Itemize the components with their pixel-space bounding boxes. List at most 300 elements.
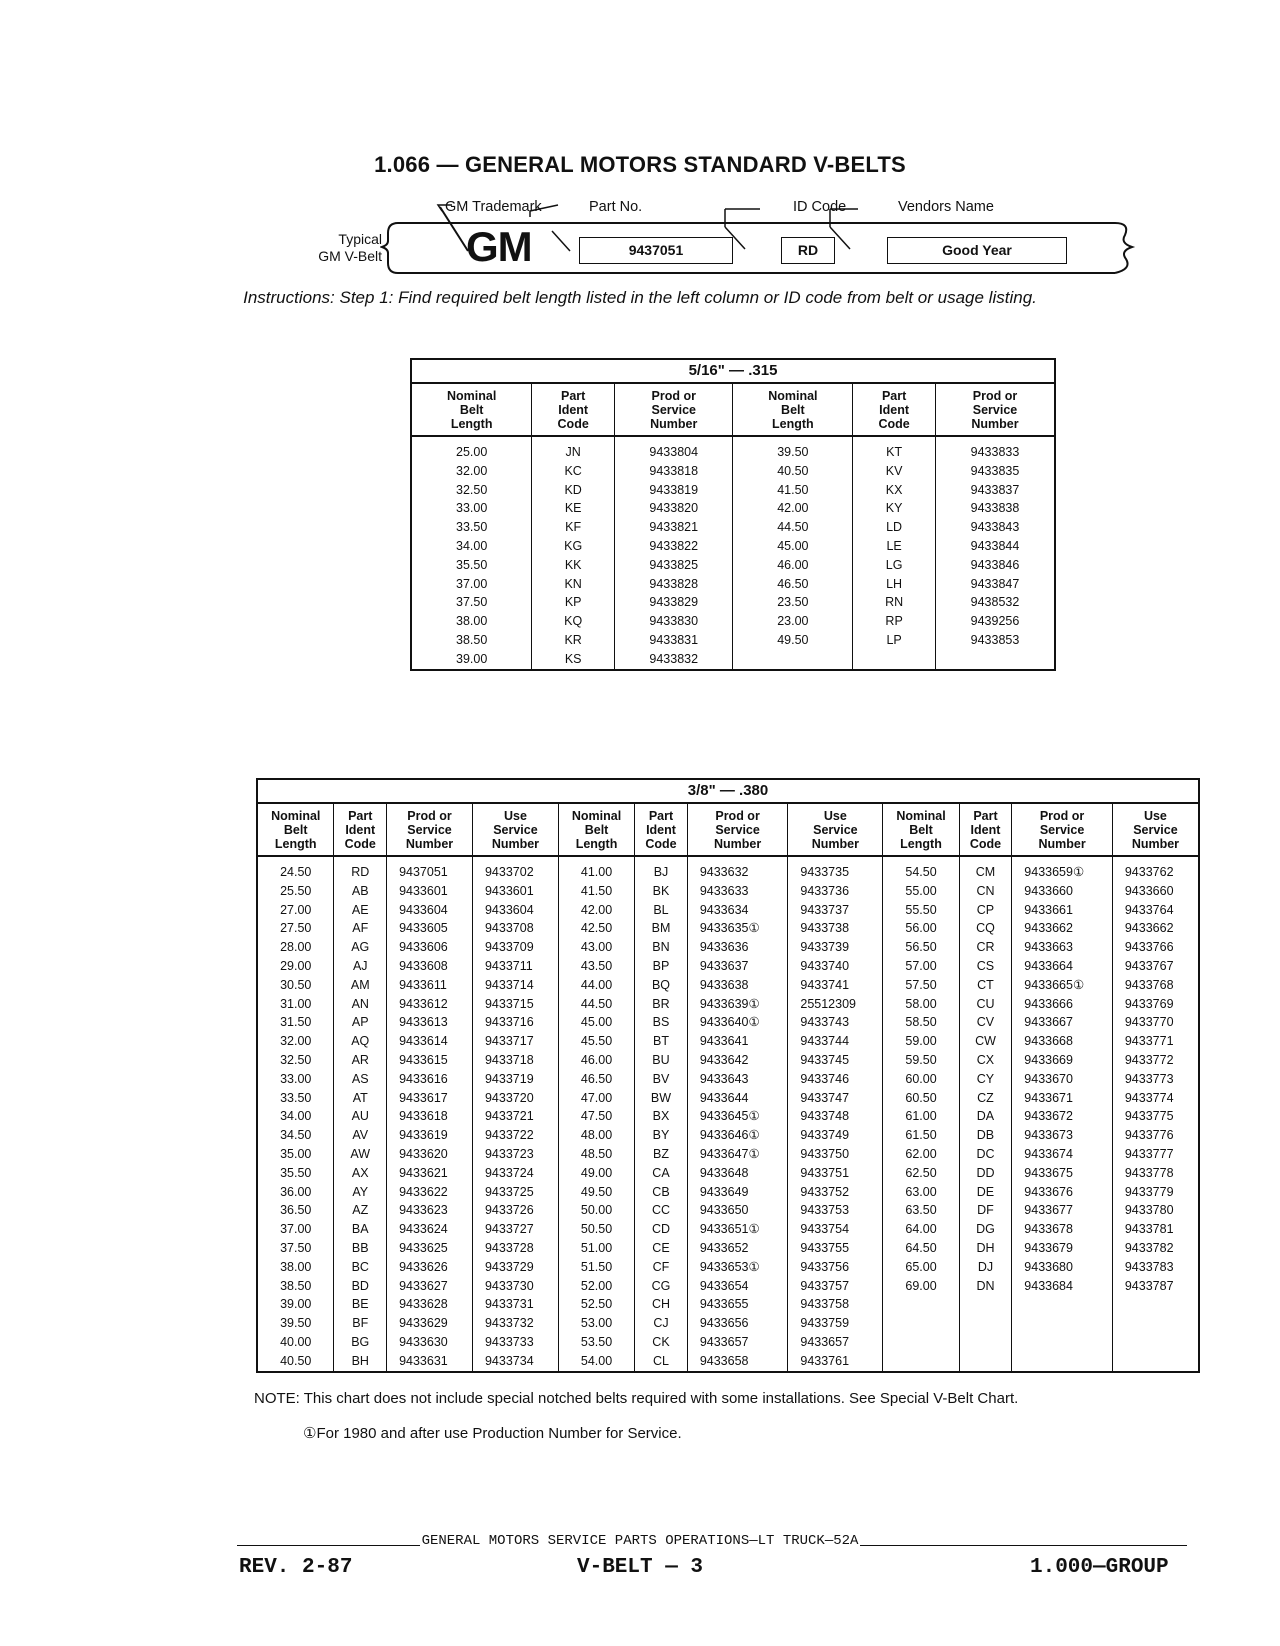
- table-cell: 9433735: [788, 856, 883, 882]
- table-cell: 9433601: [472, 882, 558, 901]
- table-cell: 62.00: [883, 1145, 959, 1164]
- column-header-line: Nominal: [571, 809, 622, 823]
- column-header-line: Length: [274, 837, 317, 851]
- table-row: [257, 1013, 1199, 1032]
- table-cell: 9433753: [788, 1201, 883, 1220]
- table-cell: BY: [635, 1126, 688, 1145]
- table-cell: 9433660: [1124, 883, 1174, 898]
- table-cell: 9433679: [1012, 1239, 1113, 1258]
- table-cell: 9437051: [387, 856, 473, 882]
- table-cell: 37.50: [411, 593, 532, 612]
- column-header-line: Service: [493, 823, 538, 837]
- table-row: [411, 537, 1055, 556]
- table-cell: 25.00: [411, 436, 532, 462]
- table-cell: CU: [959, 995, 1012, 1014]
- column-header: [615, 383, 733, 436]
- table-row: [257, 1032, 1199, 1051]
- table-5-16-belts: [410, 358, 1056, 671]
- table-cell: 23.00: [733, 612, 853, 631]
- table-cell: AU: [334, 1107, 387, 1126]
- table-cell: AQ: [334, 1032, 387, 1051]
- table-cell: 9433668: [1012, 1032, 1113, 1051]
- table-cell: 46.50: [733, 575, 853, 594]
- column-header: [853, 383, 936, 436]
- table-cell: 9433731: [472, 1295, 558, 1314]
- table-cell: [883, 1352, 959, 1372]
- table-cell: BU: [635, 1051, 688, 1070]
- footer-revision: REV. 2-87: [239, 1556, 353, 1579]
- table-cell: AS: [334, 1070, 387, 1089]
- table-cell: 9433771: [1124, 1034, 1174, 1049]
- table-cell: 45.00: [558, 1013, 634, 1032]
- table-cell: 9433838: [970, 501, 1020, 516]
- table-cell: 52.50: [558, 1295, 634, 1314]
- table-cell: 38.50: [411, 631, 532, 650]
- table-row: [411, 481, 1055, 500]
- table-cell: 9433606: [387, 938, 473, 957]
- column-header-line: Use: [1143, 809, 1167, 823]
- column-header-line: Length: [772, 417, 814, 431]
- table-cell: 9433719: [472, 1070, 558, 1089]
- table-cell: JN: [532, 436, 615, 462]
- table-row: [411, 631, 1055, 650]
- table-cell: 60.00: [883, 1070, 959, 1089]
- table-cell: CG: [635, 1277, 688, 1296]
- table-cell: 9433747: [788, 1089, 883, 1108]
- table-cell: 61.00: [883, 1107, 959, 1126]
- table-cell: 9433669: [1012, 1051, 1113, 1070]
- table-row: [411, 518, 1055, 537]
- table-row: [257, 901, 1199, 920]
- table-cell: 34.00: [411, 537, 532, 556]
- table-row: [257, 1051, 1199, 1070]
- table-cell: 9433833: [970, 445, 1020, 459]
- table-cell: KF: [532, 518, 615, 537]
- table-cell: 9433640①: [687, 1013, 788, 1032]
- column-header-line: Part: [648, 809, 674, 823]
- table-cell: 9433769: [1124, 996, 1174, 1011]
- table-cell: 9433660: [1012, 882, 1113, 901]
- note: NOTE: This chart does not include special notched belts required with some installations. See Special V-Belt Chart.: [254, 1390, 1019, 1407]
- table-cell: 9433615: [387, 1051, 473, 1070]
- table-cell: 9433630: [387, 1333, 473, 1352]
- table-cell: 9433667: [1012, 1013, 1113, 1032]
- table-cell: 9433762: [1124, 865, 1174, 879]
- table-cell: 9433634: [687, 901, 788, 920]
- table-cell: 9433779: [1124, 1184, 1174, 1199]
- column-header-line: Service: [1039, 823, 1085, 837]
- table-cell: 9433778: [1124, 1165, 1174, 1180]
- table-row: [411, 462, 1055, 481]
- table-cell: BR: [635, 995, 688, 1014]
- table-cell: 46.00: [733, 556, 853, 575]
- table-cell: 9433665①: [1012, 976, 1113, 995]
- table-cell: 48.00: [558, 1126, 634, 1145]
- column-header-line: Part: [881, 389, 907, 403]
- column-header-line: Service: [651, 403, 696, 417]
- table-cell: AT: [334, 1089, 387, 1108]
- table-cell: 9433619: [387, 1126, 473, 1145]
- instructions: Instructions: Step 1: Find required belt length listed in the left column or ID code from belt or usage listing.: [243, 288, 1037, 307]
- table-cell: 9433766: [1124, 940, 1174, 955]
- table-cell: 35.50: [411, 556, 532, 575]
- column-header-line: Belt: [584, 823, 609, 837]
- table-cell: 9433718: [472, 1051, 558, 1070]
- table-cell: 9433723: [472, 1145, 558, 1164]
- table-cell: DJ: [959, 1258, 1012, 1277]
- table-cell: 29.00: [257, 957, 334, 976]
- table-cell: 32.00: [257, 1032, 334, 1051]
- table-cell: 32.50: [257, 1051, 334, 1070]
- table-cell: 9433804: [615, 436, 733, 462]
- table-cell: CR: [959, 938, 1012, 957]
- table-cell: 51.50: [558, 1258, 634, 1277]
- column-header-line: Number: [491, 837, 540, 851]
- table-cell: KD: [532, 481, 615, 500]
- table-cell: BK: [635, 882, 688, 901]
- column-header: [334, 803, 387, 856]
- table-cell: BW: [635, 1089, 688, 1108]
- table-cell: 36.50: [257, 1201, 334, 1220]
- table-cell: 62.50: [883, 1164, 959, 1183]
- table-cell: 9433756: [788, 1258, 883, 1277]
- footer-operations-text: GENERAL MOTORS SERVICE PARTS OPERATIONS—LT TRUCK—52A: [421, 1533, 859, 1549]
- table-cell: 9433733: [472, 1333, 558, 1352]
- table-cell: AJ: [334, 957, 387, 976]
- table-cell: 40.50: [257, 1352, 334, 1372]
- table-cell: 46.00: [558, 1051, 634, 1070]
- table-cell: 9433716: [472, 1013, 558, 1032]
- table-cell: DC: [959, 1145, 1012, 1164]
- table-cell: 9433661: [1012, 901, 1113, 920]
- table-cell: [1012, 1352, 1113, 1372]
- table-cell: BB: [334, 1239, 387, 1258]
- table-cell: KQ: [532, 612, 615, 631]
- table-row: [257, 856, 1199, 882]
- footer-page: V-BELT — 3: [576, 1556, 704, 1579]
- table-cell: 9433746: [788, 1070, 883, 1089]
- table-cell: 9433821: [615, 518, 733, 537]
- table-cell: 59.50: [883, 1051, 959, 1070]
- gm-logo: GM: [466, 223, 532, 270]
- table-cell: 9433677: [1012, 1201, 1113, 1220]
- table-cell: 9433739: [788, 938, 883, 957]
- table-row: [411, 436, 1055, 462]
- table-cell: 9433627: [387, 1277, 473, 1296]
- table-cell: AE: [334, 901, 387, 920]
- table-cell: 43.00: [558, 938, 634, 957]
- table-cell: CQ: [959, 919, 1012, 938]
- table-cell: 9433633: [687, 882, 788, 901]
- table-cell: 34.00: [257, 1107, 334, 1126]
- table-cell: 45.50: [558, 1032, 634, 1051]
- table-cell: [883, 1295, 959, 1314]
- table-cell: 42.00: [733, 499, 853, 518]
- table-cell: 9433659①: [1012, 856, 1113, 882]
- table-cell: 9433736: [788, 882, 883, 901]
- table-cell: 25512309: [788, 995, 883, 1014]
- table-cell: 9433748: [788, 1107, 883, 1126]
- table-cell: 9433759: [788, 1314, 883, 1333]
- table-cell: CB: [635, 1183, 688, 1202]
- table-cell: AB: [334, 882, 387, 901]
- table-cell: 49.50: [558, 1183, 634, 1202]
- table-cell: 55.00: [883, 882, 959, 901]
- table-cell: 9433664: [1012, 957, 1113, 976]
- callout-part-no: Part No.: [589, 199, 643, 215]
- table-cell: 9433680: [1012, 1258, 1113, 1277]
- table-cell: 44.00: [558, 976, 634, 995]
- part-no-box: 9437051: [579, 237, 733, 264]
- footer-operations-line: [0, 1533, 1280, 1549]
- table-cell: 52.00: [558, 1277, 634, 1296]
- table-cell: 9433674: [1012, 1145, 1113, 1164]
- table-row: [257, 919, 1199, 938]
- table-cell: 9433651①: [687, 1220, 788, 1239]
- table-cell: 9433604: [387, 901, 473, 920]
- table-cell: 45.00: [733, 537, 853, 556]
- column-header: [635, 803, 688, 856]
- table-row: [257, 1333, 1199, 1352]
- table-cell: 9433853: [970, 632, 1020, 647]
- table-cell: 39.50: [257, 1314, 334, 1333]
- table-cell: 39.00: [257, 1295, 334, 1314]
- table-cell: [1112, 1314, 1199, 1333]
- table-cell: BJ: [635, 856, 688, 882]
- table-cell: AF: [334, 919, 387, 938]
- column-header-line: Code: [969, 837, 1002, 851]
- table-cell: 9433658: [687, 1352, 788, 1372]
- column-header-line: Code: [878, 417, 910, 431]
- table-row: [257, 1164, 1199, 1183]
- table-cell: 9433758: [788, 1295, 883, 1314]
- table-5-16-size-header: [411, 359, 1055, 383]
- table-cell: CZ: [959, 1089, 1012, 1108]
- table-row: [257, 1239, 1199, 1258]
- table-cell: 32.00: [411, 462, 532, 481]
- table-cell: 9433624: [387, 1220, 473, 1239]
- table-cell: [733, 650, 853, 670]
- table-cell: 9433774: [1124, 1090, 1174, 1105]
- table-row: [411, 650, 1055, 670]
- column-header-line: Service: [972, 403, 1018, 417]
- column-header-line: Prod or: [1039, 809, 1085, 823]
- table-cell: 9433709: [472, 938, 558, 957]
- table-cell: 59.00: [883, 1032, 959, 1051]
- table-cell: 40.50: [733, 462, 853, 481]
- table-row: [257, 1126, 1199, 1145]
- table-cell: BF: [334, 1314, 387, 1333]
- table-cell: 9433717: [472, 1032, 558, 1051]
- column-header-line: Part: [348, 809, 373, 823]
- column-header: [935, 383, 1055, 436]
- table-cell: DF: [959, 1201, 1012, 1220]
- table-cell: 9433737: [788, 901, 883, 920]
- table-row: [257, 1107, 1199, 1126]
- table-3-8-size-header: [257, 779, 1199, 803]
- table-cell: 9433764: [1124, 902, 1174, 917]
- table-cell: 9433613: [387, 1013, 473, 1032]
- table-cell: 9433782: [1124, 1240, 1174, 1255]
- table-cell: 9433819: [615, 481, 733, 500]
- size-decimal: — .380: [719, 782, 769, 799]
- column-header: [411, 383, 532, 436]
- table-cell: 35.00: [257, 1145, 334, 1164]
- table-cell: AN: [334, 995, 387, 1014]
- table-cell: KX: [853, 481, 936, 500]
- column-header-line: Belt: [283, 823, 308, 837]
- id-code-box: RD: [781, 237, 835, 264]
- table-cell: KR: [532, 631, 615, 650]
- column-header: [257, 803, 334, 856]
- callout-gm-trademark: GM Trademark: [445, 199, 542, 215]
- table-cell: 9433678: [1012, 1220, 1113, 1239]
- table-cell: 9433732: [472, 1314, 558, 1333]
- table-row: [257, 995, 1199, 1014]
- table-cell: 9433637: [687, 957, 788, 976]
- table-cell: [959, 1314, 1012, 1333]
- table-cell: 28.00: [257, 938, 334, 957]
- table-row: [257, 1258, 1199, 1277]
- table-cell: 9433657: [687, 1333, 788, 1352]
- footer-group: 1.000—GROUP: [1030, 1556, 1169, 1579]
- table-cell: 9433616: [387, 1070, 473, 1089]
- table-cell: 47.00: [558, 1089, 634, 1108]
- column-header-line: Number: [971, 417, 1019, 431]
- table-cell: 63.00: [883, 1183, 959, 1202]
- size-fraction: 3/8": [687, 782, 716, 799]
- table-cell: LP: [853, 631, 936, 650]
- table-cell: 36.00: [257, 1183, 334, 1202]
- table-cell: RD: [334, 856, 387, 882]
- table-cell: 33.50: [257, 1089, 334, 1108]
- table-cell: 9433750: [788, 1145, 883, 1164]
- table-cell: 37.00: [257, 1220, 334, 1239]
- table-cell: 9433726: [472, 1201, 558, 1220]
- table-cell: KK: [532, 556, 615, 575]
- table-cell: 58.50: [883, 1013, 959, 1032]
- table-cell: 9433768: [1124, 977, 1174, 992]
- table-cell: 9433835: [970, 463, 1020, 478]
- table-cell: BV: [635, 1070, 688, 1089]
- table-cell: 30.50: [257, 976, 334, 995]
- column-header: [687, 803, 788, 856]
- table-cell: 24.50: [257, 856, 334, 882]
- table-cell: 41.50: [733, 481, 853, 500]
- column-header: [959, 803, 1012, 856]
- table-cell: 9433649: [687, 1183, 788, 1202]
- table-cell: 53.50: [558, 1333, 634, 1352]
- table-cell: 9433820: [615, 499, 733, 518]
- column-header-line: Use: [503, 809, 527, 823]
- table-cell: 47.50: [558, 1107, 634, 1126]
- table-cell: 32.50: [411, 481, 532, 500]
- table-cell: CP: [959, 901, 1012, 920]
- table-cell: 31.00: [257, 995, 334, 1014]
- table-cell: 56.50: [883, 938, 959, 957]
- column-header: [883, 803, 959, 856]
- table-cell: [1112, 1295, 1199, 1314]
- table-cell: BP: [635, 957, 688, 976]
- table-cell: 46.50: [558, 1070, 634, 1089]
- table-cell: CN: [959, 882, 1012, 901]
- page-title: 1.066 — GENERAL MOTORS STANDARD V-BELTS: [374, 152, 906, 177]
- table-cell: 9433830: [615, 612, 733, 631]
- table-cell: AM: [334, 976, 387, 995]
- typical-label-line1: Typical: [338, 231, 382, 247]
- table-cell: 9433632: [687, 856, 788, 882]
- table-cell: 65.00: [883, 1258, 959, 1277]
- column-header-line: Belt: [909, 823, 933, 837]
- table-cell: CF: [635, 1258, 688, 1277]
- table-cell: 9433752: [788, 1183, 883, 1202]
- table-cell: KP: [532, 593, 615, 612]
- table-cell: 9433755: [788, 1239, 883, 1258]
- table-row: [411, 499, 1055, 518]
- table-row: [411, 612, 1055, 631]
- table-cell: 9439256: [970, 614, 1020, 629]
- table-cell: AX: [334, 1164, 387, 1183]
- table-cell: 60.50: [883, 1089, 959, 1108]
- table-row: [257, 1295, 1199, 1314]
- table-cell: DN: [959, 1277, 1012, 1296]
- column-header-line: Length: [900, 837, 942, 851]
- table-cell: BL: [635, 901, 688, 920]
- table-cell: [1112, 1352, 1199, 1372]
- table-cell: 40.00: [257, 1333, 334, 1352]
- table-cell: 9433714: [472, 976, 558, 995]
- table-3-8-belts: [256, 778, 1200, 1373]
- table-cell: BG: [334, 1333, 387, 1352]
- table-cell: 9433671: [1012, 1089, 1113, 1108]
- column-header-line: Service: [1133, 823, 1178, 837]
- table-cell: KC: [532, 462, 615, 481]
- table-cell: BA: [334, 1220, 387, 1239]
- table-cell: 9433623: [387, 1201, 473, 1220]
- table-cell: 9433673: [1012, 1126, 1113, 1145]
- table-cell: 9433818: [615, 462, 733, 481]
- table-cell: 9433639①: [687, 995, 788, 1014]
- table-cell: 9433730: [472, 1277, 558, 1296]
- column-header-line: Belt: [781, 403, 805, 417]
- table-cell: 39.00: [411, 650, 532, 670]
- table-cell: 9433708: [472, 919, 558, 938]
- table-cell: 9433608: [387, 957, 473, 976]
- column-header-line: Length: [575, 837, 618, 851]
- column-header-line: Nominal: [768, 389, 818, 403]
- column-header-line: Prod or: [407, 809, 452, 823]
- column-header-line: Ident: [646, 823, 676, 837]
- table-cell: CX: [959, 1051, 1012, 1070]
- table-cell: 9433721: [472, 1107, 558, 1126]
- table-cell: DG: [959, 1220, 1012, 1239]
- table-cell: [959, 1333, 1012, 1352]
- table-cell: 57.00: [883, 957, 959, 976]
- table-cell: LE: [853, 537, 936, 556]
- table-cell: 9433741: [788, 976, 883, 995]
- callout-id-code: ID Code: [793, 199, 847, 215]
- table-cell: AZ: [334, 1201, 387, 1220]
- table-cell: 9433648: [687, 1164, 788, 1183]
- table-cell: LG: [853, 556, 936, 575]
- table-cell: CS: [959, 957, 1012, 976]
- table-cell: 9433676: [1012, 1183, 1113, 1202]
- table-cell: 9433621: [387, 1164, 473, 1183]
- column-header: [788, 803, 883, 856]
- table-row: [257, 882, 1199, 901]
- column-header-line: Belt: [459, 403, 484, 417]
- table-cell: 9433652: [687, 1239, 788, 1258]
